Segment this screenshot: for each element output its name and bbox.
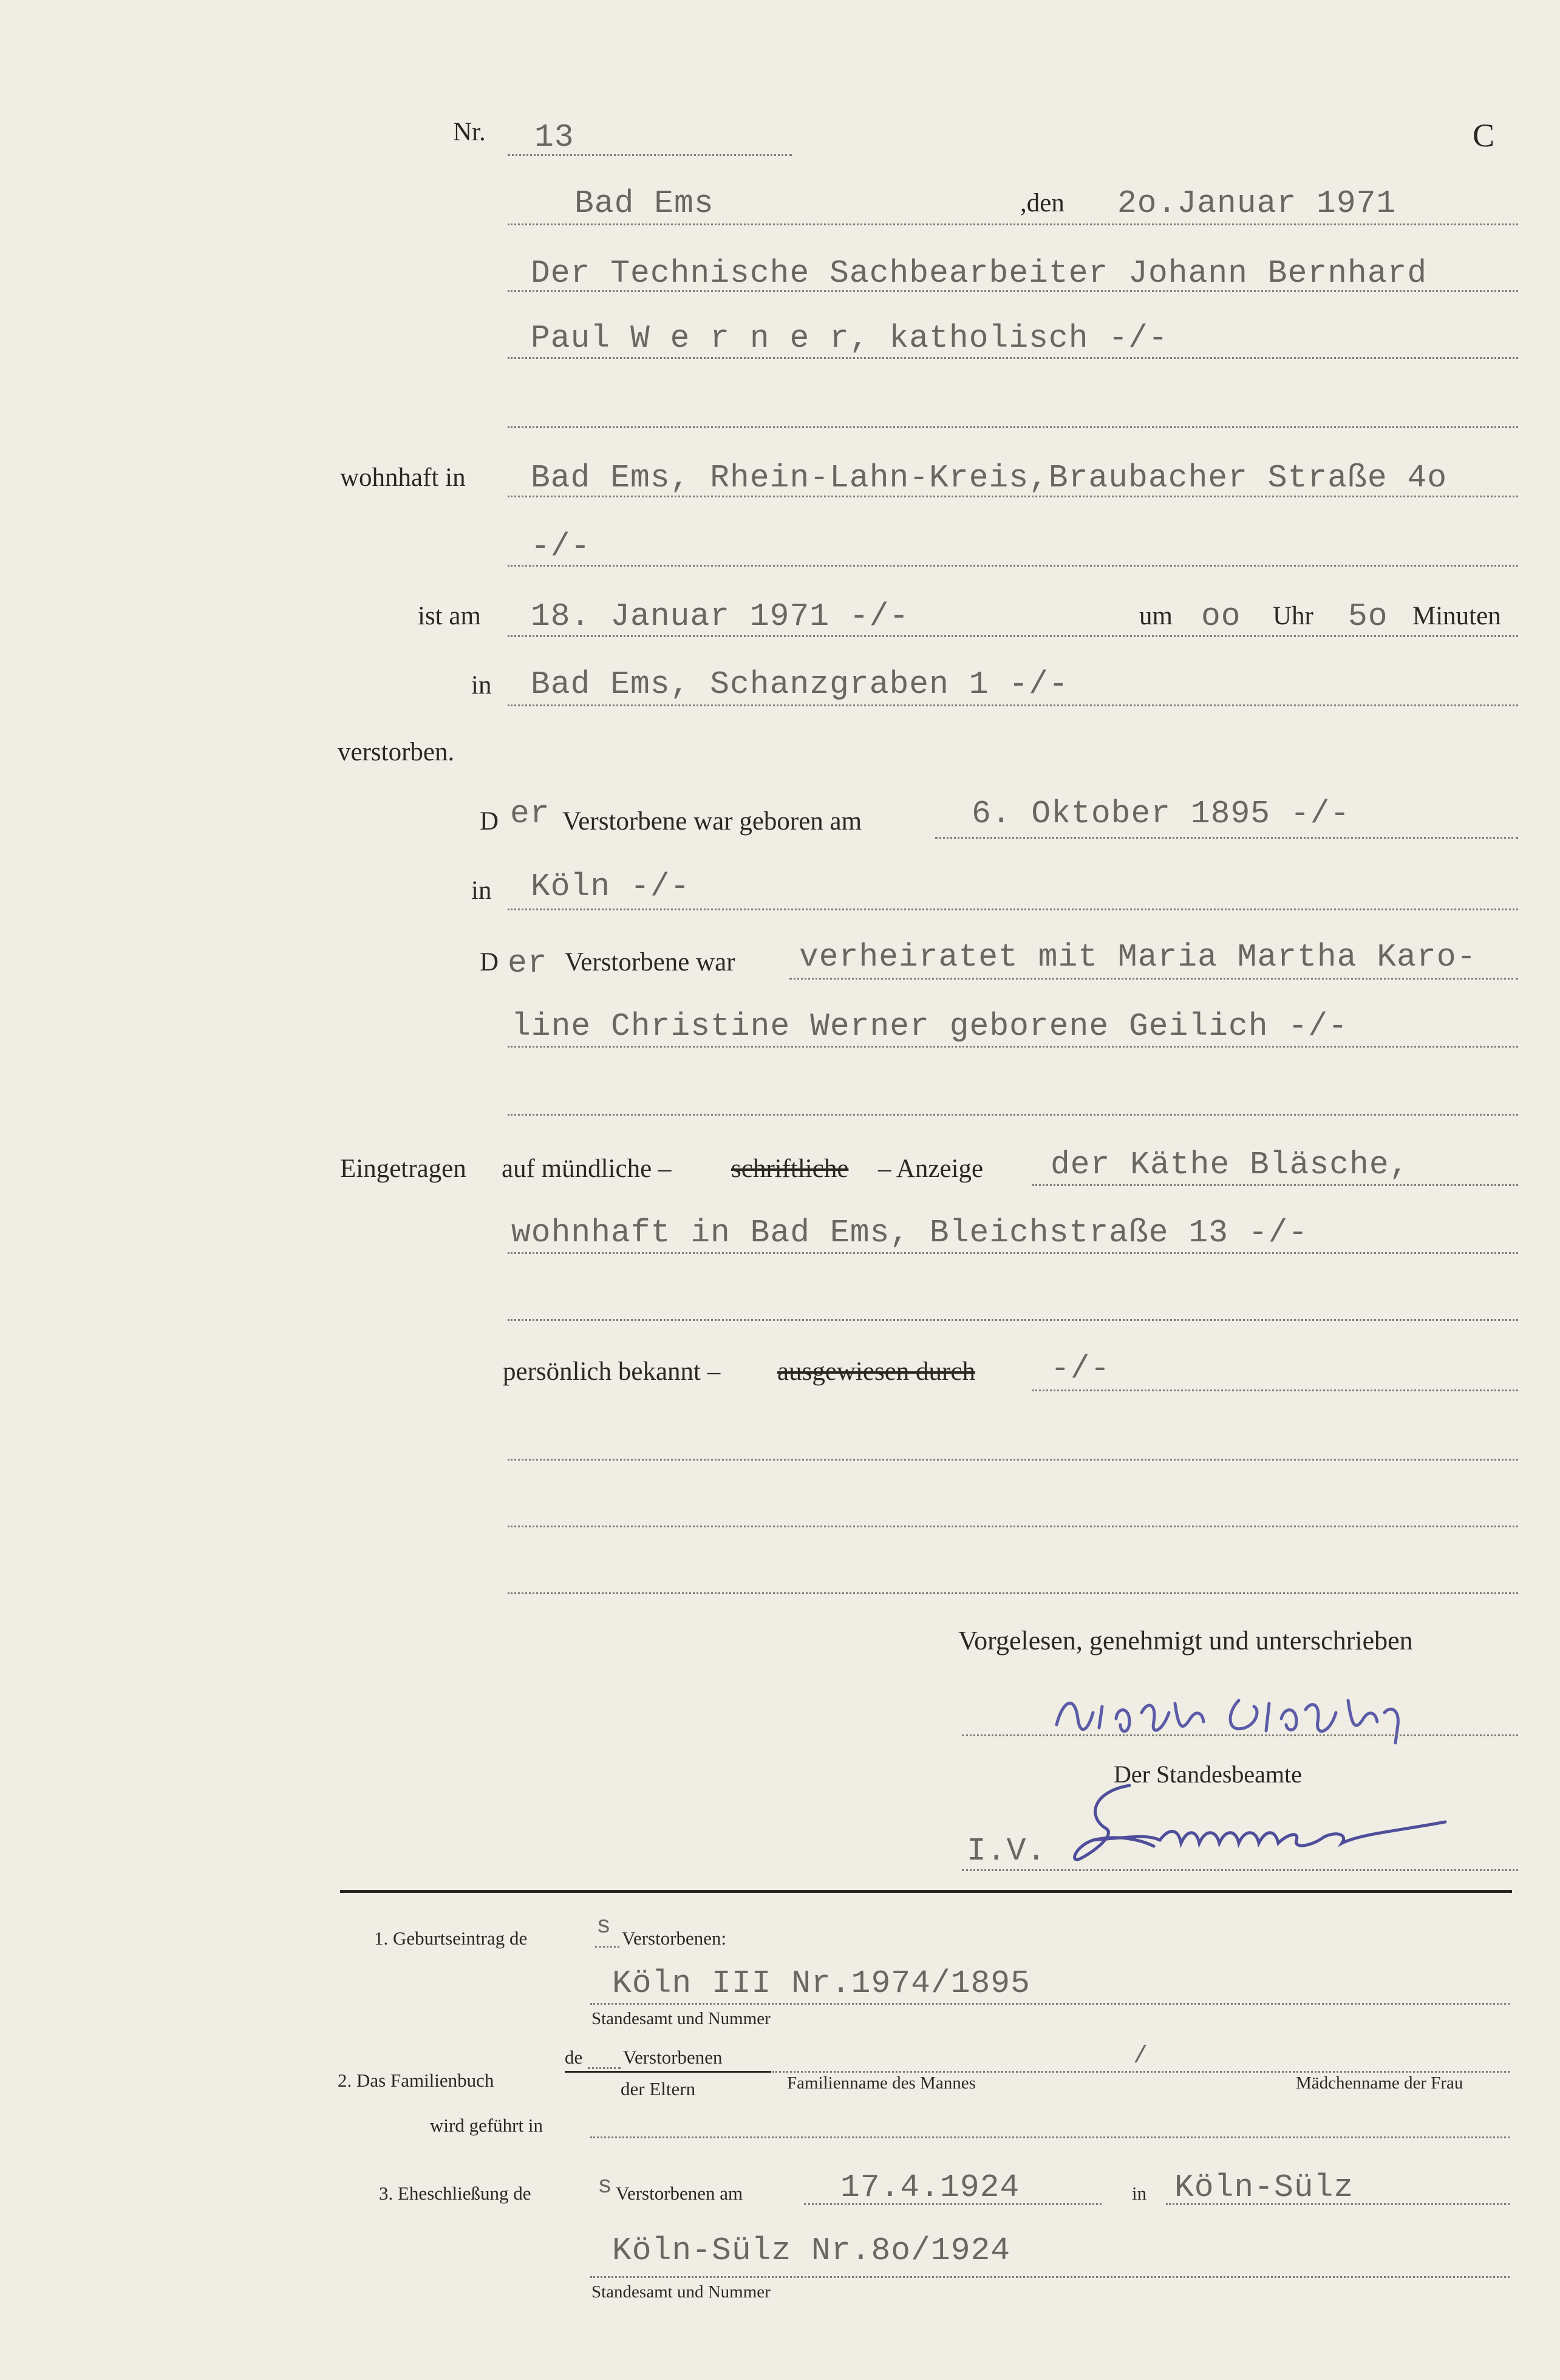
footer-divider <box>340 1890 1512 1893</box>
birth-date: 6. Oktober 1895 -/- <box>972 796 1351 832</box>
residence-line-2-rule <box>508 565 1518 567</box>
nr-value: 13 <box>534 119 574 155</box>
place-value: Bad Ems <box>574 185 714 222</box>
registration-line-1-rule <box>1032 1184 1518 1186</box>
residence-line-1: Bad Ems, Rhein-Lahn-Kreis,Braubacher Straße 4o <box>531 460 1448 496</box>
birth-place-rule <box>508 909 1518 910</box>
schriftliche-struck: schriftliche <box>731 1154 849 1183</box>
registration-line-1: der Käthe Bläsche, <box>1051 1147 1409 1183</box>
item2-frau: Mädchenname der Frau <box>1296 2073 1463 2093</box>
residence-label: wohnhaft in <box>340 463 466 492</box>
death-hour: oo <box>1201 598 1241 635</box>
birth-in-label: in <box>471 876 492 905</box>
item1-typed: s <box>596 1913 612 1940</box>
item3-suffix: Verstorbenen am <box>616 2183 743 2204</box>
ausgewiesen-struck: ausgewiesen durch <box>777 1357 975 1386</box>
item2-de: de <box>565 2047 583 2068</box>
item3-in-label: in <box>1132 2183 1147 2204</box>
ist-am-label: ist am <box>418 602 481 630</box>
marital-label: Verstorbene war <box>565 948 735 977</box>
eingetragen-label: Eingetragen <box>340 1154 466 1183</box>
item2-label: 2. Das Familienbuch <box>338 2070 494 2091</box>
item1-suffix: Verstorbenen: <box>622 1928 727 1949</box>
death-date: 18. Januar 1971 -/- <box>531 598 910 635</box>
iv-label: I.V. <box>967 1833 1047 1869</box>
date-value: 2o.Januar 1971 <box>1117 185 1397 222</box>
residence-line-1-rule <box>508 496 1518 497</box>
item3-date-rule <box>804 2203 1102 2205</box>
marital-line-2-rule <box>508 1046 1518 1048</box>
item2-mann: Familienname des Mannes <box>787 2073 976 2093</box>
item3-typed: s <box>598 2173 613 2200</box>
registration-line-2: wohnhaft in Bad Ems, Bleichstraße 13 -/- <box>511 1215 1309 1251</box>
known-label: persönlich bekannt – <box>503 1357 721 1386</box>
death-minutes: 5o <box>1348 598 1388 635</box>
death-place-rule <box>508 704 1518 706</box>
anzeige-label: – Anzeige <box>878 1154 984 1183</box>
place-date-line <box>508 223 1518 225</box>
death-date-rule <box>508 635 1518 637</box>
identification-rule <box>1032 1389 1518 1391</box>
residence-line-2: -/- <box>531 528 591 565</box>
birth-d-prefix: D <box>480 807 499 836</box>
nr-label: Nr. <box>453 118 486 146</box>
item2-verstorbenen: Verstorbenen <box>623 2047 723 2068</box>
item1-suffix-dots <box>595 1946 619 1948</box>
birth-date-rule <box>935 837 1518 839</box>
um-label: um <box>1139 602 1173 630</box>
declarant-line-2-rule <box>508 357 1518 359</box>
item1-label: 1. Geburtseintrag de <box>374 1928 528 1949</box>
declarant-signature <box>1044 1676 1470 1755</box>
item3-place: Köln-Sülz <box>1174 2169 1354 2206</box>
registrar-signature-rule <box>962 1869 1518 1871</box>
minuten-label: Minuten <box>1412 602 1501 630</box>
birth-place: Köln -/- <box>531 868 690 905</box>
item2-slash: / <box>1133 2043 1149 2070</box>
corner-letter: C <box>1473 117 1495 154</box>
marital-d-prefix: D <box>480 948 499 977</box>
read-approved-label: Vorgelesen, genehmigt und unterschrieben <box>958 1626 1413 1655</box>
death-place: Bad Ems, Schanzgraben 1 -/- <box>531 666 1069 703</box>
item2-gefuehrt: wird geführt in <box>430 2115 543 2136</box>
registration-line-2-rule <box>508 1252 1518 1254</box>
death-in-label: in <box>471 671 492 700</box>
item1-value: Köln III Nr.1974/1895 <box>612 1965 1030 2002</box>
marital-line-1: verheiratet mit Maria Martha Karo- <box>799 939 1477 975</box>
declarant-line-1: Der Technische Sachbearbeiter Johann Bernhard <box>531 255 1428 292</box>
item3-label: 3. Eheschließung de <box>379 2183 531 2204</box>
marital-line-1-rule <box>789 978 1518 980</box>
item2-eltern: der Eltern <box>621 2078 696 2099</box>
blank-rule-3 <box>508 1592 1518 1594</box>
uhr-label: Uhr <box>1273 602 1313 630</box>
birth-typed-suffix: er <box>510 796 550 832</box>
blank-rule-1 <box>508 1459 1518 1461</box>
marital-line-3-rule <box>508 1114 1518 1116</box>
registrar-label: Der Standesbeamte <box>1114 1761 1302 1788</box>
nr-line <box>508 154 792 156</box>
item2-gefuehrt-rule <box>590 2136 1510 2138</box>
den-label: ,den <box>1020 189 1064 217</box>
item2-fraction-bar <box>565 2071 771 2073</box>
registrar-signature <box>1057 1773 1470 1877</box>
declarant-signature-rule <box>962 1734 1518 1736</box>
marital-typed-suffix: er <box>508 945 548 981</box>
item1-value-rule <box>590 2003 1510 2005</box>
declarant-line-1-rule <box>508 290 1518 292</box>
item3-value: Köln-Sülz Nr.8o/1924 <box>612 2232 1011 2269</box>
registration-line-3-rule <box>508 1319 1518 1321</box>
item3-date: 17.4.1924 <box>840 2169 1020 2206</box>
declarant-line-3-rule <box>508 426 1518 428</box>
standesamt-label-2: Standesamt und Nummer <box>591 2282 771 2302</box>
marital-line-2: line Christine Werner geborene Geilich -/- <box>511 1008 1348 1045</box>
item3-place-rule <box>1166 2203 1510 2205</box>
birth-label: Verstorbene war geboren am <box>562 807 862 836</box>
auf-muendliche-label: auf mündliche – <box>502 1154 672 1183</box>
item2-de-dots <box>588 2067 621 2069</box>
standesamt-label-1: Standesamt und Nummer <box>591 2009 771 2028</box>
item2-name-rule <box>772 2071 1510 2073</box>
item3-value-rule <box>590 2276 1510 2278</box>
blank-rule-2 <box>508 1526 1518 1527</box>
declarant-line-2: Paul W e r n e r, katholisch -/- <box>531 320 1168 356</box>
verstorben-label: verstorben. <box>338 738 455 766</box>
identification-value: -/- <box>1051 1351 1111 1387</box>
